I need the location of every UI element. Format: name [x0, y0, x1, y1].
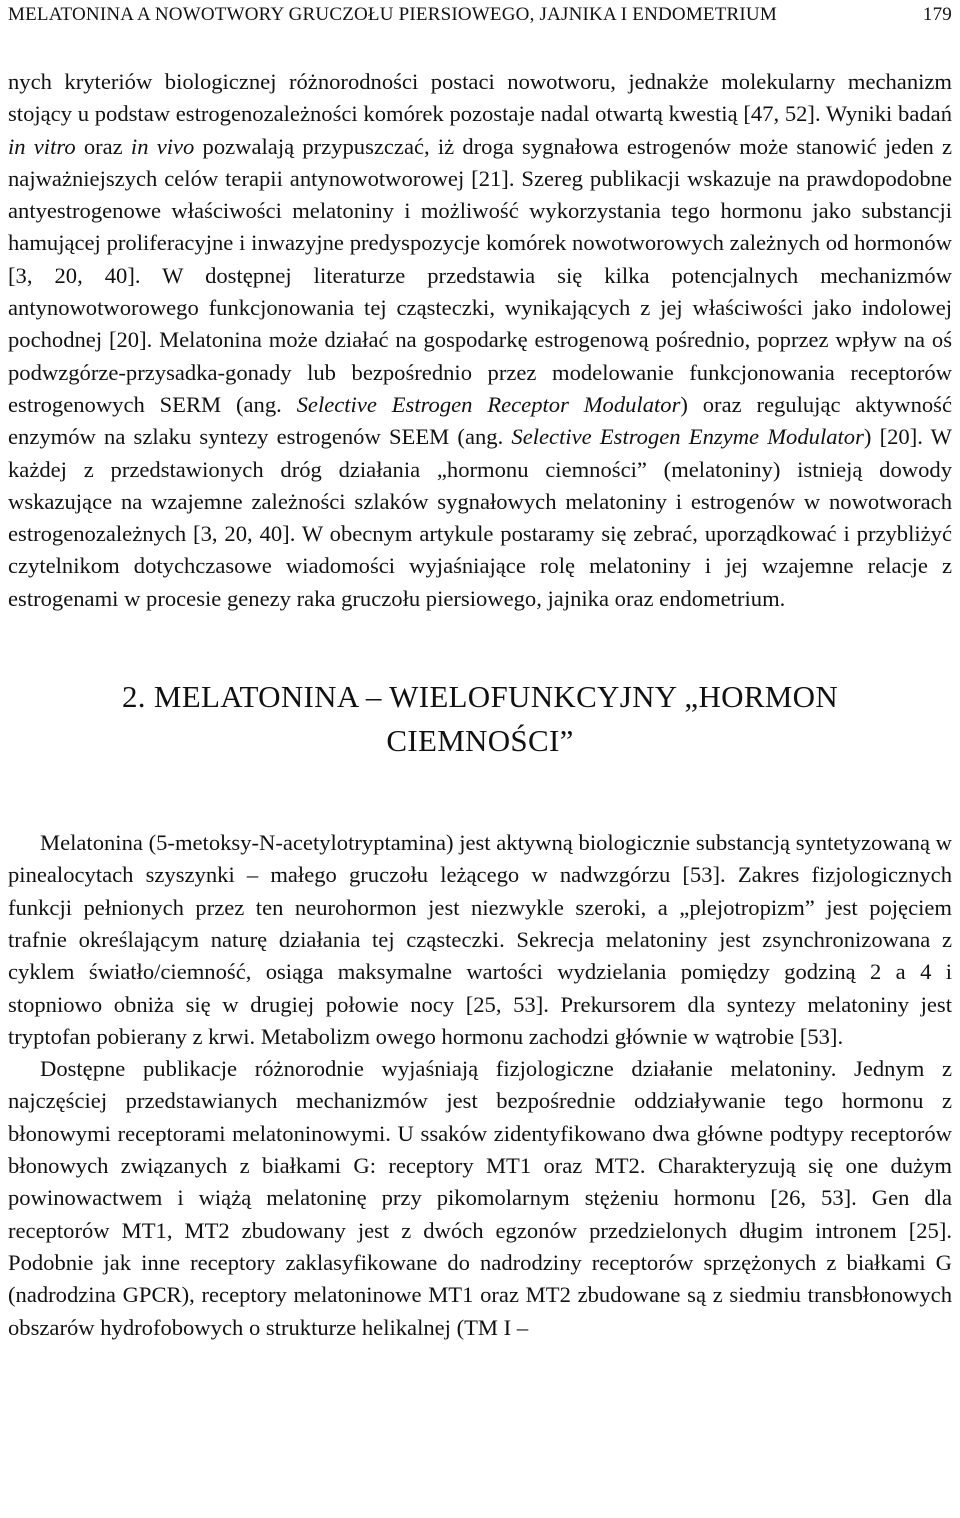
text-run: ) [20]. W każdej z przedstawionych dróg działania „hormonu ciemności” (melatoniny) istnieją dowody wskazujące na wzajemne zależności szlaków sygnałowych melatoniny i estrogenów w nowotworach estrogenozależnych [3, 20, 40]. W obecnym artykule postaramy się zebrać, uporządkować i przybliżyć czytelnikom dotychczasowe wiadomości wyjaśniające rolę melatoniny i jej wzajemne relacje z estrogenami w procesie genezy raka gruczołu piersiowego, jajnika oraz endometrium. [8, 424, 952, 611]
paragraph-melatonin-intro: Melatonina (5-metoksy-N-acetylotryptamina) jest aktywną biologicznie substancją syntetyzowaną w pinealocytach szyszynki – małego gruczołu leżącego w nadwzgórzu [53]. Zakres fizjologicznych funkcji pełnionych przez ten neurohormon jest niezwykle szeroki, a „plejotropizm” jest pojęciem trafnie określającym naturę działania tej cząsteczki. Sekrecja melatoniny jest zsynchronizowana z cyklem światło/ciemność, osiąga maksymalne wartości wydzielania pomiędzy godziną 2 a 4 i stopniowo obniża się w drugiej połowie nocy [25, 53]. Prekursorem dla syntezy melatoniny jest tryptofan pobierany z krwi. Metabolizm owego hormonu zachodzi głównie w wątrobie [53]. [8, 830, 952, 1049]
text-run: ) oraz regulując aktywność enzymów na szlaku syntezy estrogenów SEEM (ang. [8, 391, 952, 450]
paragraph-melatonin-receptors: Dostępne publikacje różnorodnie wyjaśniają fizjologiczne działanie melatoniny. Jednym z najczęściej przedstawianych mechanizmów jest bezpośrednie oddziaływanie tego hormonu z błonowymi receptorami melatoninowymi. U ssaków zidentyfikowano dwa główne podtypy receptorów błonowych związanych z białkami G: receptory MT1 oraz MT2. Charakteryzują się one dużym powinowactwem i wiążą melatoninę przy pikomolarnym stężeniu hormonu [26, 53]. Gen dla receptorów MT1, MT2 zbudowany jest z dwóch egzonów przedzielonych długim intronem [25]. Podobnie jak inne receptory zaklasyfikowane do nadrodziny receptorów sprzężonych z białkami G (nadrodzina GPCR), receptory melatoninowe MT1 oraz MT2 zbudowane są z siedmiu transbłonowych obszarów hydrofobowych o strukturze helikalnej (TM I – [8, 1056, 952, 1340]
italic-term-in-vivo: in vivo [130, 133, 195, 159]
italic-term-serm: Selective Estrogen Receptor Modulator [296, 391, 681, 417]
page-number: 179 [922, 4, 952, 25]
text-run: pozwalają przypuszczać, iż droga sygnałowa estrogenów może stanowić jeden z najważniejszych celów terapii antynowotworowej [21]. Szereg publikacji wskazuje na prawdopodobne antyestrogenowe właściwości melatoniny i możliwość wykorzystania tego hormonu jako substancji hamującej proliferacyjne i inwazyjne predyspozycje komórek nowotworowych zależnych od hormonów [3, 20, 40]. W dostępnej literaturze przedstawia się kilka potencjalnych mechanizmów antynowotworowego funkcjonowania tej cząsteczki, wynikających z jej właściwości jako indolowej pochodnej [20]. Melatonina może działać na gospodarkę estrogenową pośrednio, poprzez wpływ na oś podwzgórze-przysadka-gonady lub bezpośrednio przez modelowanie funkcjonowania receptorów estrogenowych SERM (ang. [8, 133, 953, 417]
running-header [8, 0, 952, 30]
running-title: MELATONINA A NOWOTWORY GRUCZOŁU PIERSIOWEGO, JAJNIKA I ENDOMETRIUM [8, 4, 777, 25]
paragraph-continuation [8, 66, 952, 615]
section-heading: 2. MELATONINA – WIELOFUNKCYJNY „HORMON CIEMNOŚCI” [121, 679, 839, 759]
italic-term-in-vitro: in vitro [8, 133, 76, 159]
text-run: oraz [75, 133, 131, 159]
page-body [8, 66, 952, 1344]
italic-term-seem: Selective Estrogen Enzyme Modulator [511, 424, 864, 450]
text-run: nych kryteriów biologicznej różnorodności postaci nowotworu, jednakże molekularny mechanizm stojący u podstaw estrogenozależności komórek pozostaje nadal otwartą kwestią [47, 52]. Wyniki badań [8, 69, 952, 127]
